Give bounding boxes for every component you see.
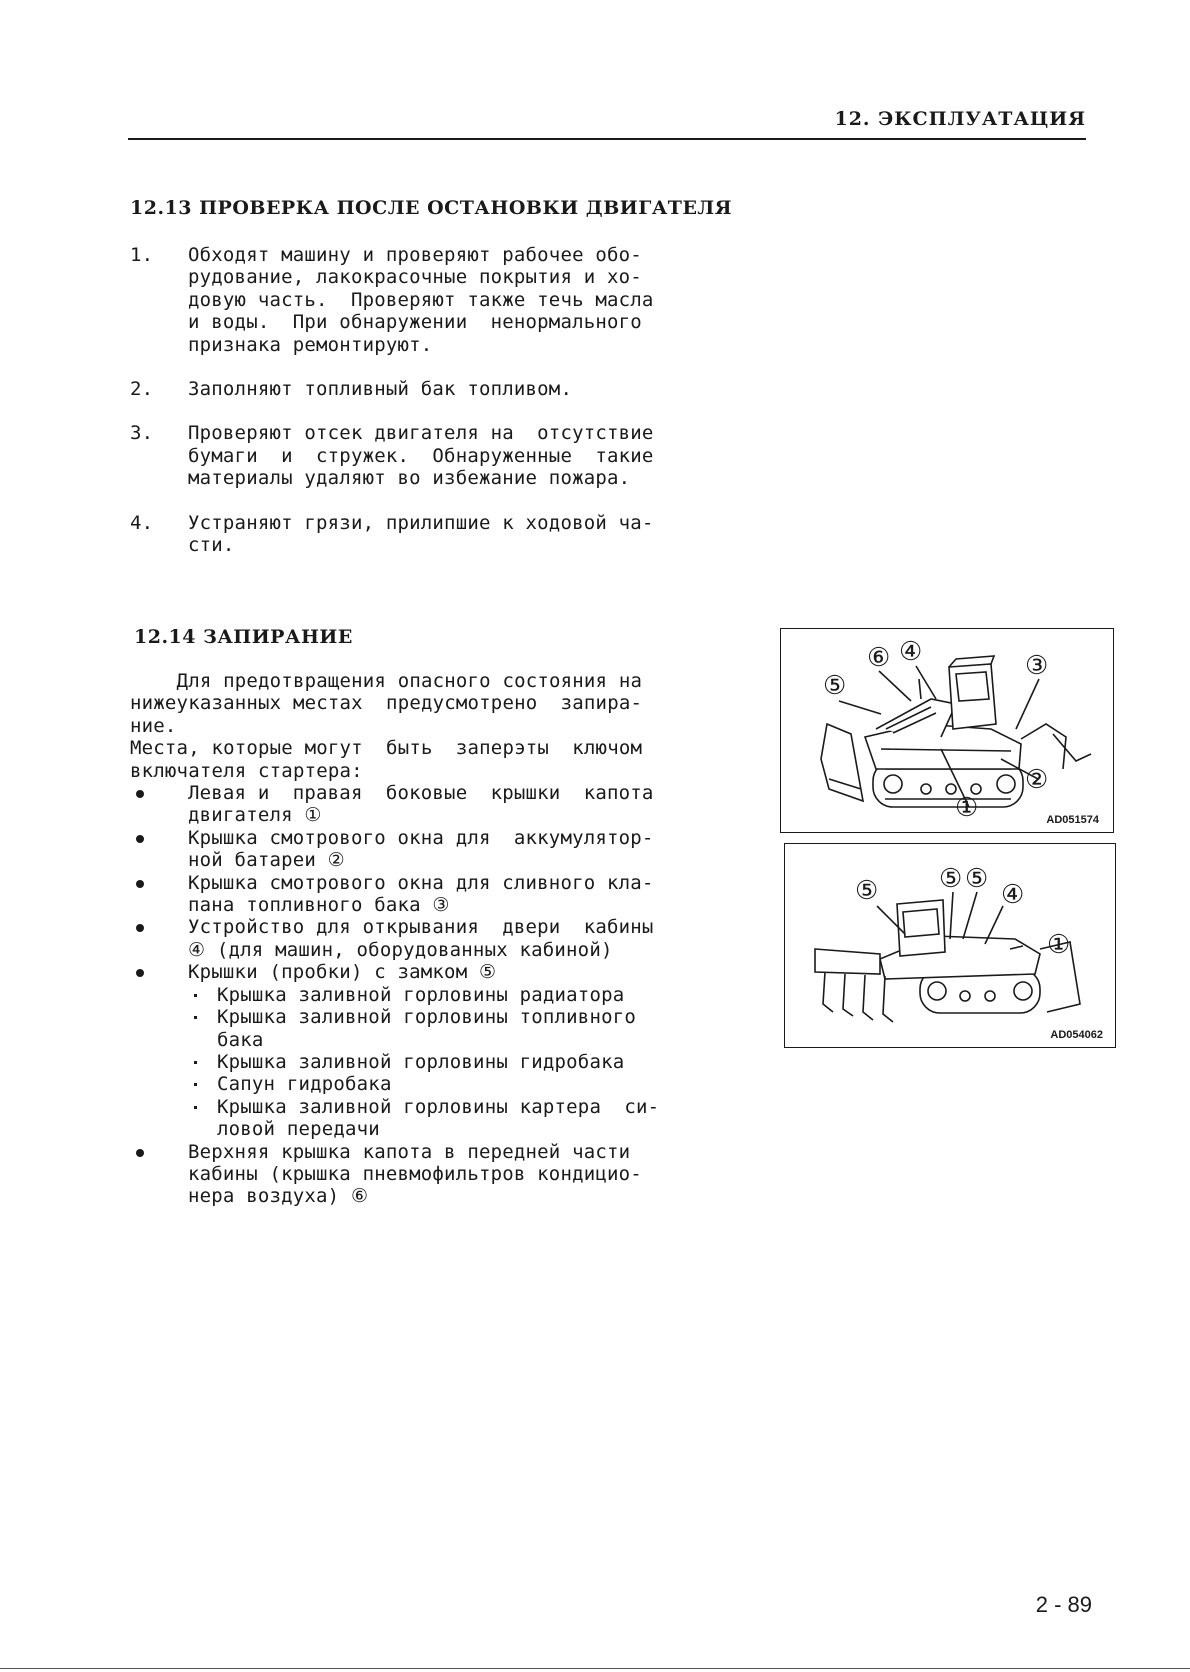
item-line: материалы удаляют во избежание пожара.: [188, 467, 631, 490]
item-number: 2.: [130, 378, 154, 401]
figure-1-code: AD051574: [1046, 814, 1099, 826]
section-1214-title: 12.14 ЗАПИРАНИЕ: [134, 626, 353, 648]
figure-2-bulldozer: [784, 843, 1116, 1048]
bullet-item: [130, 827, 659, 872]
intro-line: Для предотвращения опасного состояния на: [130, 670, 643, 692]
bullet-icon: [136, 880, 144, 888]
bullet-line: кабины (крышка пневмофильтров кондицио-: [188, 1162, 642, 1185]
page-number: 2 - 89: [1035, 1592, 1092, 1617]
dot-icon: [194, 994, 197, 997]
intro-line: Места, которые могут быть заперэты ключом: [130, 737, 643, 760]
item-line: Обходят машину и проверяют рабочее обо-: [188, 244, 642, 266]
bullet-icon: [136, 1149, 144, 1157]
footer-rule: [0, 1668, 1190, 1669]
callout-6: ⑥: [867, 643, 891, 673]
sub-line: Крышка заливной горловины картера си-: [217, 1095, 660, 1118]
bullet-line: пана топливного бака ③: [188, 894, 450, 917]
callout-5: ⑤: [939, 864, 963, 894]
section-1213-item-1: [130, 244, 654, 356]
bullet-line: ной батареи ②: [188, 849, 345, 872]
sub-line: ловой передачи: [217, 1118, 380, 1141]
sub-line: бака: [217, 1028, 264, 1051]
bullet-icon: [136, 969, 144, 977]
sub-line: Крышка заливной горловины радиатора: [217, 983, 625, 1006]
sub-line: Крышка заливной горловины гидробака: [217, 1050, 625, 1073]
item-line: Заполняют топливный бак топливом.: [188, 378, 573, 401]
sub-line: Крышка заливной горловины топливного: [217, 1006, 637, 1029]
dot-icon: [194, 1106, 197, 1109]
bullet-item: [130, 916, 659, 961]
item-number: 3.: [130, 422, 154, 445]
bulldozer-front-illustration: [781, 629, 1113, 832]
callout-5: ⑤: [965, 864, 989, 894]
dot-icon: [194, 1083, 197, 1086]
bullet-line: Крышка смотрового окна для сливного кла-: [188, 871, 654, 894]
item-number: 1.: [130, 244, 154, 266]
item-line: рудование, лакокрасочные покрытия и хо-: [188, 266, 642, 289]
sub-item: [188, 1096, 659, 1141]
callout-1: ①: [955, 793, 979, 823]
item-number: 4.: [130, 511, 154, 534]
item-line: сти.: [188, 534, 235, 557]
section-1213-title: 12.13 ПРОВЕРКА ПОСЛЕ ОСТАНОВКИ ДВИГАТЕЛЯ: [130, 197, 732, 219]
item-line: довую часть. Проверяют также течь масла: [188, 288, 654, 311]
bullet-icon: [136, 790, 144, 798]
bullet-line: нера воздуха) ⑥: [188, 1185, 369, 1208]
bullet-icon: [136, 835, 144, 843]
bullet-line: Верхняя крышка капота в передней части: [188, 1140, 631, 1163]
section-1213-item-3: [130, 422, 654, 489]
bullet-item: [130, 872, 659, 917]
bullet-line: Левая и правая боковые крышки капота: [188, 782, 654, 805]
section-1213-item-2: [130, 378, 654, 400]
sub-item: [188, 1006, 659, 1051]
running-head: 12. ЭКСПЛУАТАЦИЯ: [834, 108, 1086, 130]
sub-list: [188, 984, 659, 1141]
bullet-item: [130, 1141, 659, 1208]
callout-5: ⑤: [823, 671, 847, 701]
sub-item: [188, 1073, 659, 1095]
bullet-item: [130, 782, 659, 827]
figure-1-bulldozer: [780, 628, 1114, 833]
bullet-line: Крышки (пробки) с замком ⑤: [188, 961, 497, 984]
item-line: Устраняют грязи, прилипшие к ходовой ча-: [188, 511, 654, 534]
callout-2: ②: [1025, 765, 1049, 795]
bullet-line: Устройство для открывания двери кабины: [188, 916, 654, 939]
bullet-line: двигателя ①: [188, 804, 322, 827]
bullet-item: [130, 961, 659, 983]
section-1213-item-4: [130, 512, 654, 557]
header-rule: [128, 138, 1086, 140]
callout-5: ⑤: [855, 876, 879, 906]
sub-item: [188, 1051, 659, 1073]
callout-3: ③: [1025, 651, 1049, 681]
item-line: и воды. При обнаружении ненормального: [188, 311, 642, 334]
bullet-line: ④ (для машин, оборудованных кабиной): [188, 938, 613, 961]
intro-line: включателя стартера:: [130, 759, 363, 782]
callout-1: ①: [1047, 930, 1071, 960]
section-1214-body: [130, 670, 659, 1208]
item-line: признака ремонтируют.: [188, 333, 433, 356]
bullet-line: Крышка смотрового окна для аккумулятор-: [188, 826, 654, 849]
sub-item: [188, 984, 659, 1006]
item-line: бумаги и стружек. Обнаруженные такие: [188, 444, 654, 467]
sub-line: Сапун гидробака: [217, 1073, 392, 1096]
callout-4: ④: [1001, 880, 1025, 910]
section-1213-list: [130, 244, 654, 556]
callout-4: ④: [899, 637, 923, 667]
intro-line: ние.: [130, 714, 177, 737]
item-line: Проверяют отсек двигателя на отсутствие: [188, 422, 654, 445]
intro-line: нижеуказанных местах предусмотрено запира-: [130, 692, 643, 715]
bullet-icon: [136, 924, 144, 932]
dot-icon: [194, 1061, 197, 1064]
figure-2-code: AD054062: [1050, 1029, 1103, 1041]
dot-icon: [194, 1016, 197, 1019]
